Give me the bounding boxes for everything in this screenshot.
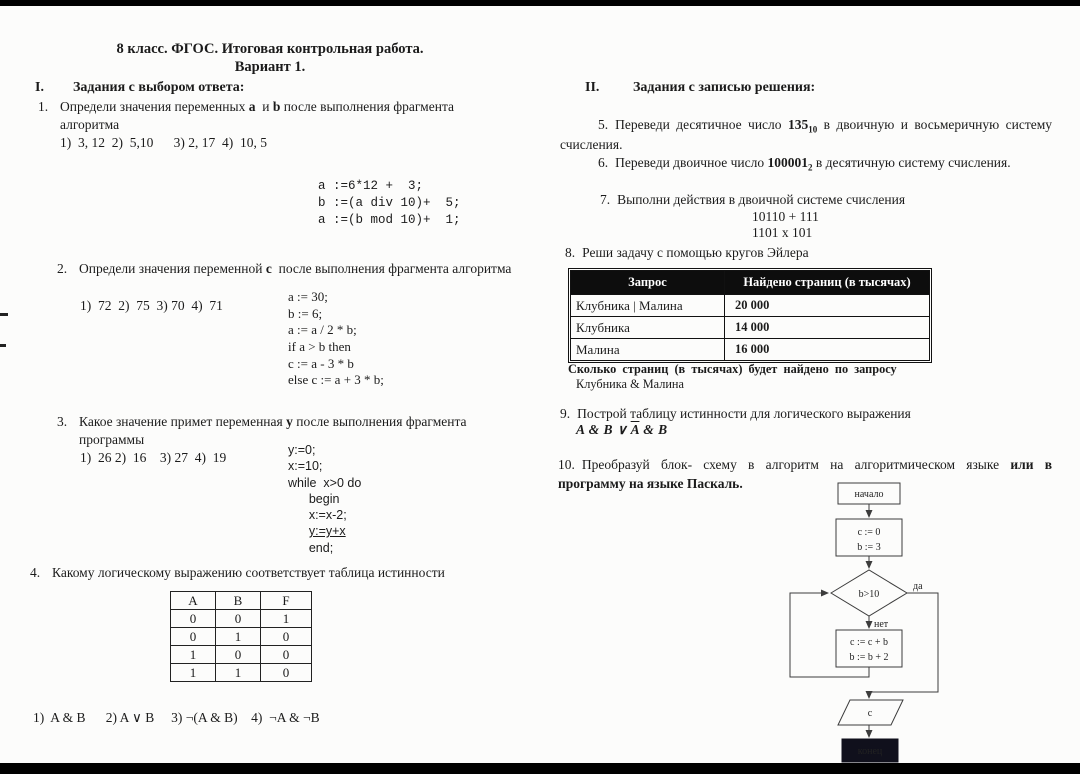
q6-value: $100001_2$ xyxy=(767,155,813,173)
q9-number: 9. xyxy=(560,406,571,421)
q8-note-line1: Сколько страниц (в тысячах) будет найдено по запросу xyxy=(568,362,897,376)
q4-answers: 1) A & B 2) A ∨ B 3) ¬(A & B) 4) ¬A & ¬B xyxy=(33,710,320,725)
q2-code-block xyxy=(288,289,384,389)
truth-table-cell: 1 xyxy=(216,664,261,682)
truth-table-header: F xyxy=(261,592,312,610)
q2-text: Определи значения переменной с после выполнения фрагмента алгоритма xyxy=(79,261,512,276)
euler-query: Клубника | Малина xyxy=(571,295,725,317)
truth-table-row xyxy=(171,664,312,682)
flowchart-init-line2: b := 3 xyxy=(857,542,881,553)
q2-number: 2. xyxy=(57,261,68,276)
section2-title: Задания с записью решения: xyxy=(633,80,816,95)
code-line: else c := a + 3 * b; xyxy=(288,372,384,388)
question-10: 10. Преобразуй блок- схему в алгоритм на алгоритмическом языке или в программу на языке Паскаль. xyxy=(558,457,1053,491)
code-line: while x>0 do xyxy=(288,475,362,490)
flowchart xyxy=(770,480,950,764)
scan-bottom-bar xyxy=(0,763,1080,774)
euler-header-found: Найдено страниц (в тысячах) xyxy=(725,271,930,295)
euler-value: 20 000 xyxy=(725,295,930,317)
euler-row xyxy=(571,295,930,317)
euler-table xyxy=(570,270,930,361)
truth-table-cell: 0 xyxy=(261,664,312,682)
euler-header-row xyxy=(571,271,930,295)
euler-value: 14 000 xyxy=(725,317,930,339)
truth-table-cell: 0 xyxy=(171,610,216,628)
flowchart-init-line1: c := 0 xyxy=(857,527,881,538)
code-line: x:=10; xyxy=(288,459,323,474)
truth-table-cell: 1 xyxy=(171,646,216,664)
page xyxy=(0,6,1080,763)
flowchart-body-line2: b := b + 2 xyxy=(849,652,889,663)
variant-label: Вариант 1. xyxy=(234,59,306,76)
code-line: a := a / 2 * b; xyxy=(288,322,357,338)
euler-table-wrap xyxy=(568,268,932,363)
truth-table-row xyxy=(171,628,312,646)
section1-heading xyxy=(35,80,505,96)
section2-number: II. xyxy=(585,80,600,95)
euler-row xyxy=(571,317,930,339)
truth-table-row xyxy=(171,646,312,664)
code-line: y:=0; xyxy=(288,443,316,457)
flowchart-loop-connector xyxy=(790,593,869,677)
question-6: 6. Переведи двоичное число $100001_2$ в десятичную систему счисления. xyxy=(598,155,1011,173)
euler-query: Клубника xyxy=(571,317,725,339)
q7-number: 7. xyxy=(600,192,611,207)
q3-code-block xyxy=(288,442,361,556)
truth-table-cell: 1 xyxy=(171,664,216,682)
code-line: begin xyxy=(288,491,340,506)
truth-table-cell: 0 xyxy=(261,646,312,664)
euler-query: Малина xyxy=(571,339,725,361)
code-line: x:=x-2; xyxy=(288,508,347,522)
question-8: 8. Реши задачу с помощью кругов Эйлера xyxy=(565,245,809,260)
question-9: 9. Построй таблицу истинности для логического выражения xyxy=(560,406,911,421)
code-line: b := 6; xyxy=(288,305,323,321)
flowchart-condition-label: b>10 xyxy=(858,589,880,600)
scan-artifact xyxy=(0,313,8,316)
q6-number: 6. xyxy=(598,155,609,170)
q5-value: $135_{10}$ xyxy=(787,117,818,135)
q8-number: 8. xyxy=(565,245,576,260)
truth-table-cell: 0 xyxy=(261,628,312,646)
q1-text: Определи значения переменных a и b после выполнения фрагмента алгоритма xyxy=(60,99,455,133)
code-line: end; xyxy=(288,540,334,555)
q3-number: 3. xyxy=(57,414,68,429)
q4-text: Какому логическому выражению соответствует таблица истинности xyxy=(52,565,445,580)
euler-row xyxy=(571,339,930,361)
q9-expression: A & B ∨ $\overline{A}$ & B xyxy=(576,422,668,437)
truth-table-cell: 1 xyxy=(216,628,261,646)
truth-table-cell: 0 xyxy=(216,610,261,628)
scan-artifact xyxy=(0,344,6,347)
q10-number: 10. xyxy=(558,457,575,472)
q5-number: 5. xyxy=(598,117,609,132)
truth-table-cell: 0 xyxy=(216,646,261,664)
code-line: a :=(b mod 10)+ 1; xyxy=(318,212,461,227)
q7-exercise-2: 1101 x 101 xyxy=(752,225,813,240)
code-line: a := 30; xyxy=(288,289,328,304)
q1-code-block xyxy=(318,178,461,229)
question-7: 7. Выполни действия в двоичной системе счисления xyxy=(600,192,906,207)
question-2 xyxy=(57,260,512,278)
q3-options: 1) 26 2) 16 3) 27 4) 19 xyxy=(80,450,227,465)
q1-number: 1. xyxy=(38,99,49,114)
q3-text: Какое значение примет переменная у после выполнения фрагмента программы xyxy=(79,414,467,448)
q4-number: 4. xyxy=(30,565,41,580)
flowchart-output-label: c xyxy=(867,708,873,719)
code-line: if a > b then xyxy=(288,338,351,354)
code-line: c := a - 3 * b xyxy=(288,355,354,371)
flowchart-yes-label: да xyxy=(913,581,923,592)
truth-table-cell: 0 xyxy=(171,628,216,646)
truth-table xyxy=(170,591,312,682)
section1-title: Задания с выбором ответа: xyxy=(73,80,245,95)
q7-exercise-1: 10110 + 111 xyxy=(752,209,819,224)
truth-table-header: B xyxy=(216,592,261,610)
flowchart-start-label: начало xyxy=(854,489,884,500)
doc-title-block xyxy=(55,40,485,76)
flowchart-end-label: конец xyxy=(857,746,883,757)
q1-options: 1) 3, 12 2) 5,10 3) 2, 17 4) 10, 5 xyxy=(60,135,267,150)
question-1 xyxy=(38,98,506,135)
question-4 xyxy=(30,564,535,582)
euler-value: 16 000 xyxy=(725,339,930,361)
truth-table-row xyxy=(171,610,312,628)
doc-title: 8 класс. ФГОС. Итоговая контрольная работа. xyxy=(116,41,424,57)
truth-table-cell: 1 xyxy=(261,610,312,628)
code-line-underlined: y:=y+x xyxy=(308,524,346,539)
code-line: b :=(a div 10)+ 5; xyxy=(318,195,461,210)
flowchart-no-label: нет xyxy=(874,619,889,630)
flowchart-body-line1: c := c + b xyxy=(850,637,888,648)
euler-header-query: Запрос xyxy=(571,271,725,295)
q8-note-line2: Клубника & Малина xyxy=(576,377,684,391)
section2-heading xyxy=(585,80,1025,96)
truth-table-header-row xyxy=(171,592,312,610)
question-5: 5. Переведи десятичное число $135_{10}$ в двоичную и восьмеричную систему счисления. xyxy=(560,117,1053,153)
code-line: a :=6*12 + 3; xyxy=(318,179,424,193)
section1-number: I. xyxy=(35,80,44,95)
truth-table-header: A xyxy=(171,592,216,610)
q2-options: 1) 72 2) 75 3) 70 4) 71 xyxy=(80,298,223,313)
